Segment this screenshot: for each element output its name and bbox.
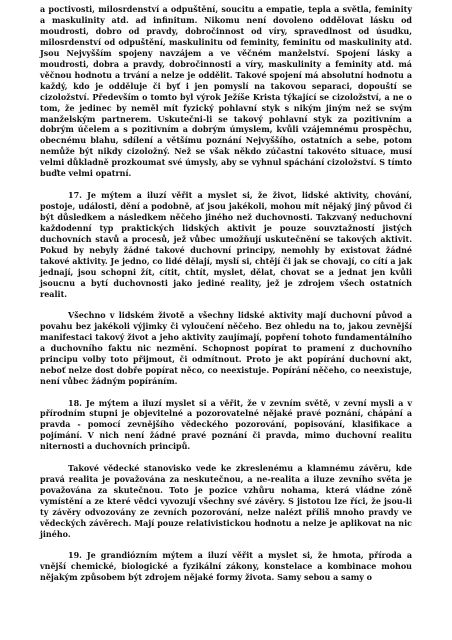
paragraph-18: 18. Je mýtem a iluzí myslet si a věřit, že v zevním světě, v zevní mysli a v přírodním stupni je objevitelné a pozorovatelné nějaké pravé poznání, chápání a pravda - pomocí zevnějšího vědeckého pozorování, popisování, klasifikace a pojímání. V nich není žádné pravé poznání či pravda, mimo duchovní realitu niternosti a duchovních principů. — [40, 397, 412, 452]
paragraph-gap — [40, 179, 412, 190]
paragraph-17-continued: Všechno v lidském životě a všechny lidské aktivity mají duchovní původ a povahu bez jakékoli výjimky či vyloučení něčeho. Bez ohledu na to, jakou zevnější manifestaci takový život a jeho aktivity zaujímají, popření tohoto fundamentálního a duchovního faktu nic nezmění. Schopnost popírat to pramení z duchovního principu volby toto přijmout, či odmítnout. Proto je akt popírání duchovní akt, neboť nelze dost dobře popírat něco, co neexistuje. Popírání něčeho, co neexistuje, není vůbec žádným popíráním. — [40, 310, 412, 386]
paragraph-continuation: a poctivosti, milosrdenství a odpuštění, soucitu a empatie, tepla a světla, feminity a maskulinity atd. ad infinitum. Nikomu není dovoleno oddělovat lásku od moudrosti, dobro od pravdy, dobročinnost od víry, spravedlnost od úsudku, milosrdenství od odpuštění, maskulinitu od feminity, feminitu od maskulinity atd. Jsou Nejvyšším spojeny navzájem a ve věčném manželství. Spojení lásky a moudrosti, dobra a pravdy, dobročinnosti a víry, maskulinity a feminity atd. má věčnou hodnotu a trvání a nelze je oddělit. Takové spojení má absolutní hodnotu a každý, kdo je odděluje či byť i jen pomyslí na takovou separaci, dopouští se cizoložství. Především o tomto byl výrok Ježíše Krista týkající se cizoložství, a ne o tom, že jedinec by neměl mít fyzický pohlavní styk s nikým jiným než se svým manželským partnerem. Uskutečni-li se takový pohlavní styk za pozitivním a dobrým účelem a s pozitivním a dobrým úmyslem, kvůli vzájemnému prospěchu, obecnému blahu, sdílení a většímu poznání Nejvyššího, ostatních a sebe, potom nemůže být nikdy cizoložný. Než se však někdo zúčastní takovéto situace, musí velmi důkladně prozkoumat své úmysly, aby se vyhnul spáchání cizoložství. S tímto buďte velmi opatrní. — [40, 4, 412, 179]
paragraph-17: 17. Je mýtem a iluzí věřit a myslet si, že život, lidské aktivity, chování, postoje, události, dění a podobně, ať jsou jakékoli, mohou mít nějaký jiný původ či být důsledkem a následkem něčeho jiného než duchovnosti. Takzvaný neduchovní každodenní typ praktických lidských aktivit je pouze souvztažností jistých duchovních stavů a procesů, jež vůbec umožňují uskutečnění se takových aktivit. Pokud by nebyly žádné takové duchovní principy, nemohly by existovat žádné takové aktivity. Je jedno, co lidé dělají, myslí si, chtějí či jak se chovají, co cítí a jak jednají, jsou schopni žít, cítit, chtít, myslet, dělat, chovat se a jednat jen kvůli jsoucnu a bytí duchovnosti jako jediné reality, jež je zdrojem všech ostatních realit. — [40, 189, 412, 299]
paragraph-18-continued: Takové vědecké stanovisko vede ke zkreslenému a klamnému závěru, kde pravá realita je považována za neskutečnou, a ne-realita a iluze zevního světa je považována za skutečnou. Toto je pozice vzhůru nohama, která vládne zóně vymístění a ze které vědci vyvozují všechny své závěry. S jistotou lze říci, že jsou-li ty závěry odvozovány ze zevních pozorování, nelze nalézt příliš mnoho pravdy ve vědeckých závěrech. Mají pouze relativistickou hodnotu a nelze je aplikovat na nic jiného. — [40, 462, 412, 539]
paragraph-gap — [40, 387, 412, 398]
paragraph-gap — [40, 540, 412, 551]
paragraph-19: 19. Je grandiózním mýtem a iluzí věřit a myslet si, že hmota, příroda a vnější chemické, biologické a fyzikální zákony, konstelace a kombinace mohou nějakým způsobem být zdrojem nějaké formy života. Samy sebou a samy o — [40, 550, 412, 583]
paragraph-gap — [40, 452, 412, 463]
paragraph-gap — [40, 299, 412, 310]
